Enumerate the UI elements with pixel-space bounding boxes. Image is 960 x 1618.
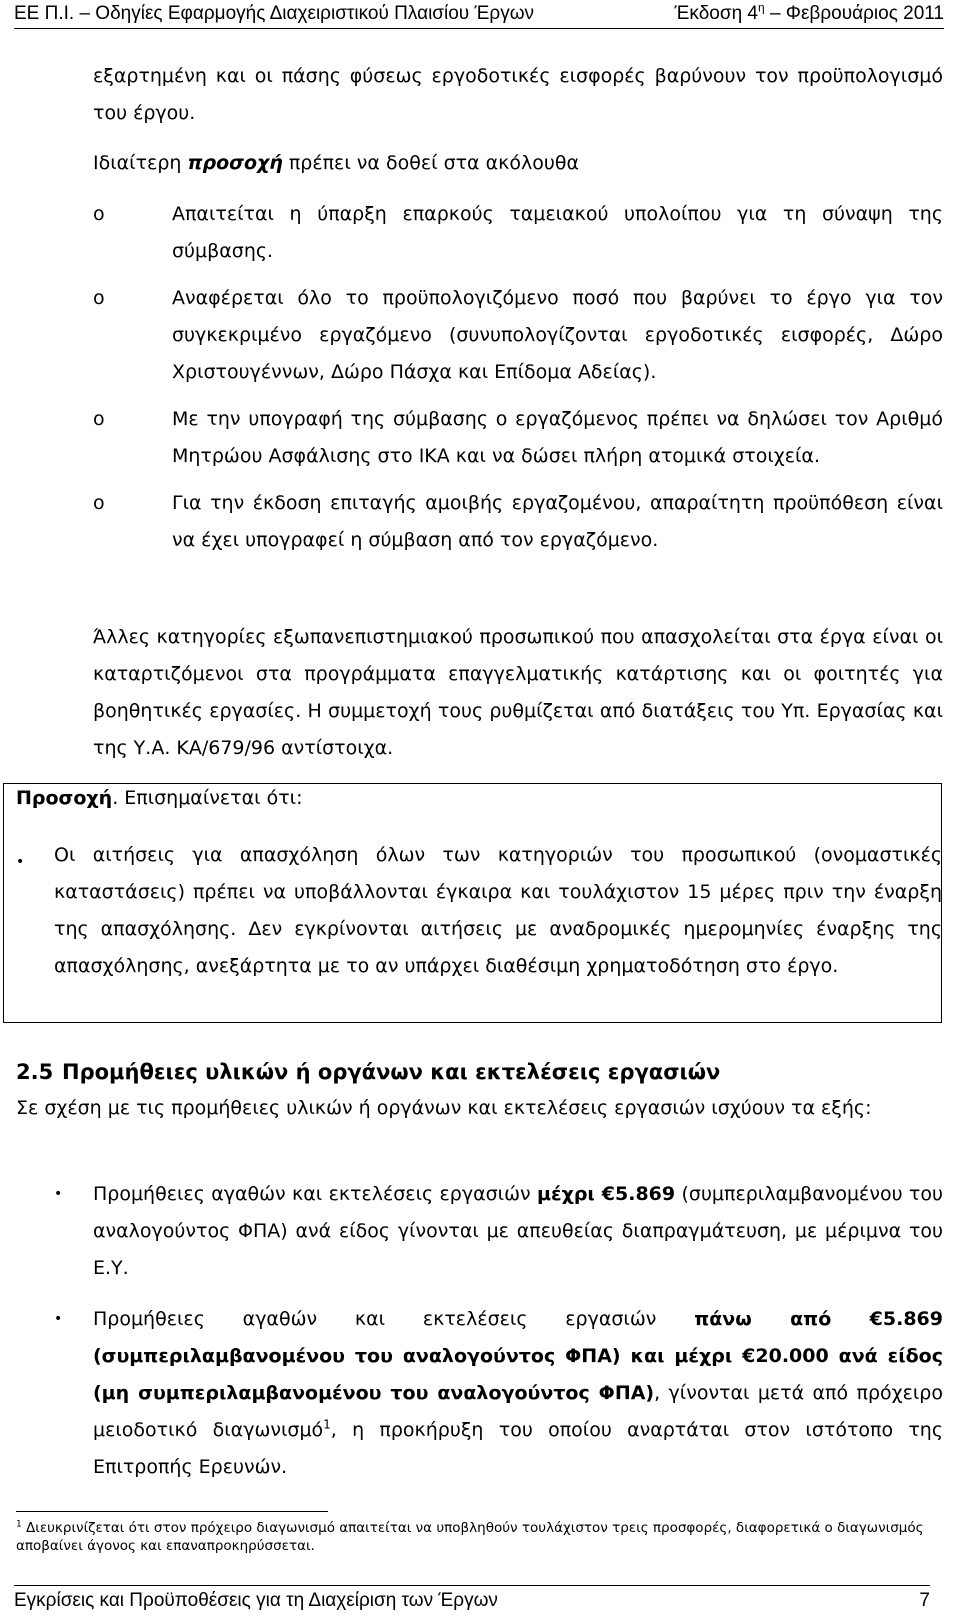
list-item: o Με την υπογραφή της σύμβασης ο εργαζόμενος πρέπει να δηλώσει τον Αριθμό Μητρώου Ασφάλισης στο ΙΚΑ και να δώσει πλήρη ατομικά στοιχεία. (93, 401, 943, 475)
list-marker: o (93, 408, 105, 430)
list-item: o Για την έκδοση επιταγής αμοιβής εργαζομένου, απαραίτητη προϋπόθεση είναι να έχει υπογραφεί η σύμβαση από τον εργαζόμενο. (93, 485, 943, 559)
footnote-separator (16, 1511, 328, 1512)
attention-text: Οι αιτήσεις για απασχόληση όλων των κατηγοριών του προσωπικού (ονομαστικές καταστάσεις) πρέπει να υποβάλλονται έγκαιρα και τουλάχιστον 15 μέρες πριν την έναρξη της απασχόλησης. Δεν εγκρίνονται αιτήσεις με αναδρομικές ημερομηνίες έναρξης της απασχόλησης, ανεξάρτητα με το αν υπάρχει διαθέσιμη χρηματοδότηση στο έργο. (54, 844, 942, 977)
list-item: • Προμήθειες αγαθών και εκτελέσεις εργασιών πάνω από €5.869 (συμπεριλαμβανομένου του αναλογούντος ΦΠΑ) και μέχρι €20.000 ανά είδος (μη συμπεριλαμβανομένου του αναλογούντος ΦΠΑ), γίνονται μετά από πρόχειρο μειοδοτικό διαγωνισμό$^1$, η προκήρυξη του οποίου αναρτάται στον ιστότοπο της Επιτροπής Ερευνών. (54, 1301, 943, 1486)
paragraph-other-staff: Άλλες κατηγορίες εξωπανεπιστημιακού προσωπικού που απασχολείται στα έργα είναι οι καταρτιζόμενοι στα προγράμματα επαγγελματικής κατάρτισης και οι φοιτητές για βοηθητικές εργασίες. Η συμμετοχή τους ρυθμίζεται από διατάξεις του Υπ. Εργασίας και της Υ.Α. ΚΑ/679/96 αντίστοιχα. (93, 626, 943, 759)
header-edition: Έκδοση $4^\eta$ – Φεβρουάριος 2011 (674, 0, 944, 24)
footnote: $^1$ Διευκρινίζεται ότι στον πρόχειρο διαγωνισμό απαιτείται να υποβληθούν τουλάχιστον τρεις προσφορές, διαφορετικά ο διαγωνισμός αποβαίνει άγονος και επαναπροκηρύσσεται. (16, 1519, 924, 1554)
list-item: o Αναφέρεται όλο το προϋπολογιζόμενο ποσό που βαρύνει το έργο για τον συγκεκριμένο εργαζόμενο (συνυπολογίζονται εργοδοτικές εισφορές, Δώρο Χριστουγέννων, Δώρο Πάσχα και Επίδομα Αδείας). (93, 280, 943, 391)
page-header (14, 0, 944, 29)
list-item: • Προμήθειες αγαθών και εκτελέσεις εργασιών μέχρι €5.869 (συμπεριλαμβανομένου του αναλογούντος ΦΠΑ) ανά είδος γίνονται με απευθείας διαπραγμάτευση, με μέριμνα του Ε.Υ. (54, 1176, 943, 1287)
list-marker: o (93, 492, 105, 514)
list-marker: o (93, 287, 105, 309)
list-marker: o (93, 203, 105, 225)
bullet-icon: • (16, 854, 25, 870)
section-title: Προμήθειες υλικών ή οργάνων και εκτελέσεις εργασιών (62, 1060, 721, 1084)
attention-title: Προσοχή. Επισημαίνεται ότι: (16, 787, 303, 809)
footnote-reference[interactable]: 1 (323, 1417, 331, 1432)
header-title: ΕΕ Π.Ι. – Οδηγίες Εφαρμογής Διαχειριστικού Πλαισίου Έργων (14, 3, 535, 24)
emphasis-text: προσοχή (187, 152, 283, 174)
paragraph-attention-intro: Ιδιαίτερη προσοχή πρέπει να δοθεί στα ακόλουθα (93, 152, 579, 174)
bullet-list (54, 1176, 943, 1500)
list-item: o Απαιτείται η ύπαρξη επαρκούς ταμειακού υπολοίπου για τη σύναψη της σύμβασης. (93, 196, 943, 270)
page-footer (14, 1585, 930, 1616)
section-intro: Σε σχέση με τις προμήθειες υλικών ή οργάνων και εκτελέσεις εργασιών ισχύουν τα εξής: (16, 1097, 872, 1119)
bullet-icon: • (54, 1311, 63, 1327)
o-list (93, 196, 943, 569)
section-heading (16, 1057, 936, 1087)
paragraph-continuation: εξαρτημένη και οι πάσης φύσεως εργοδοτικές εισφορές βαρύνουν τον προϋπολογισμό του έργου. (93, 65, 943, 124)
section-number: 2.5 (16, 1060, 54, 1084)
footer-title: Εγκρίσεις και Προϋποθέσεις για τη Διαχείριση των Έργων (14, 1590, 498, 1611)
footnote-mark: 1 (16, 1519, 22, 1530)
bullet-icon: • (54, 1186, 63, 1202)
page-number: 7 (919, 1590, 930, 1611)
